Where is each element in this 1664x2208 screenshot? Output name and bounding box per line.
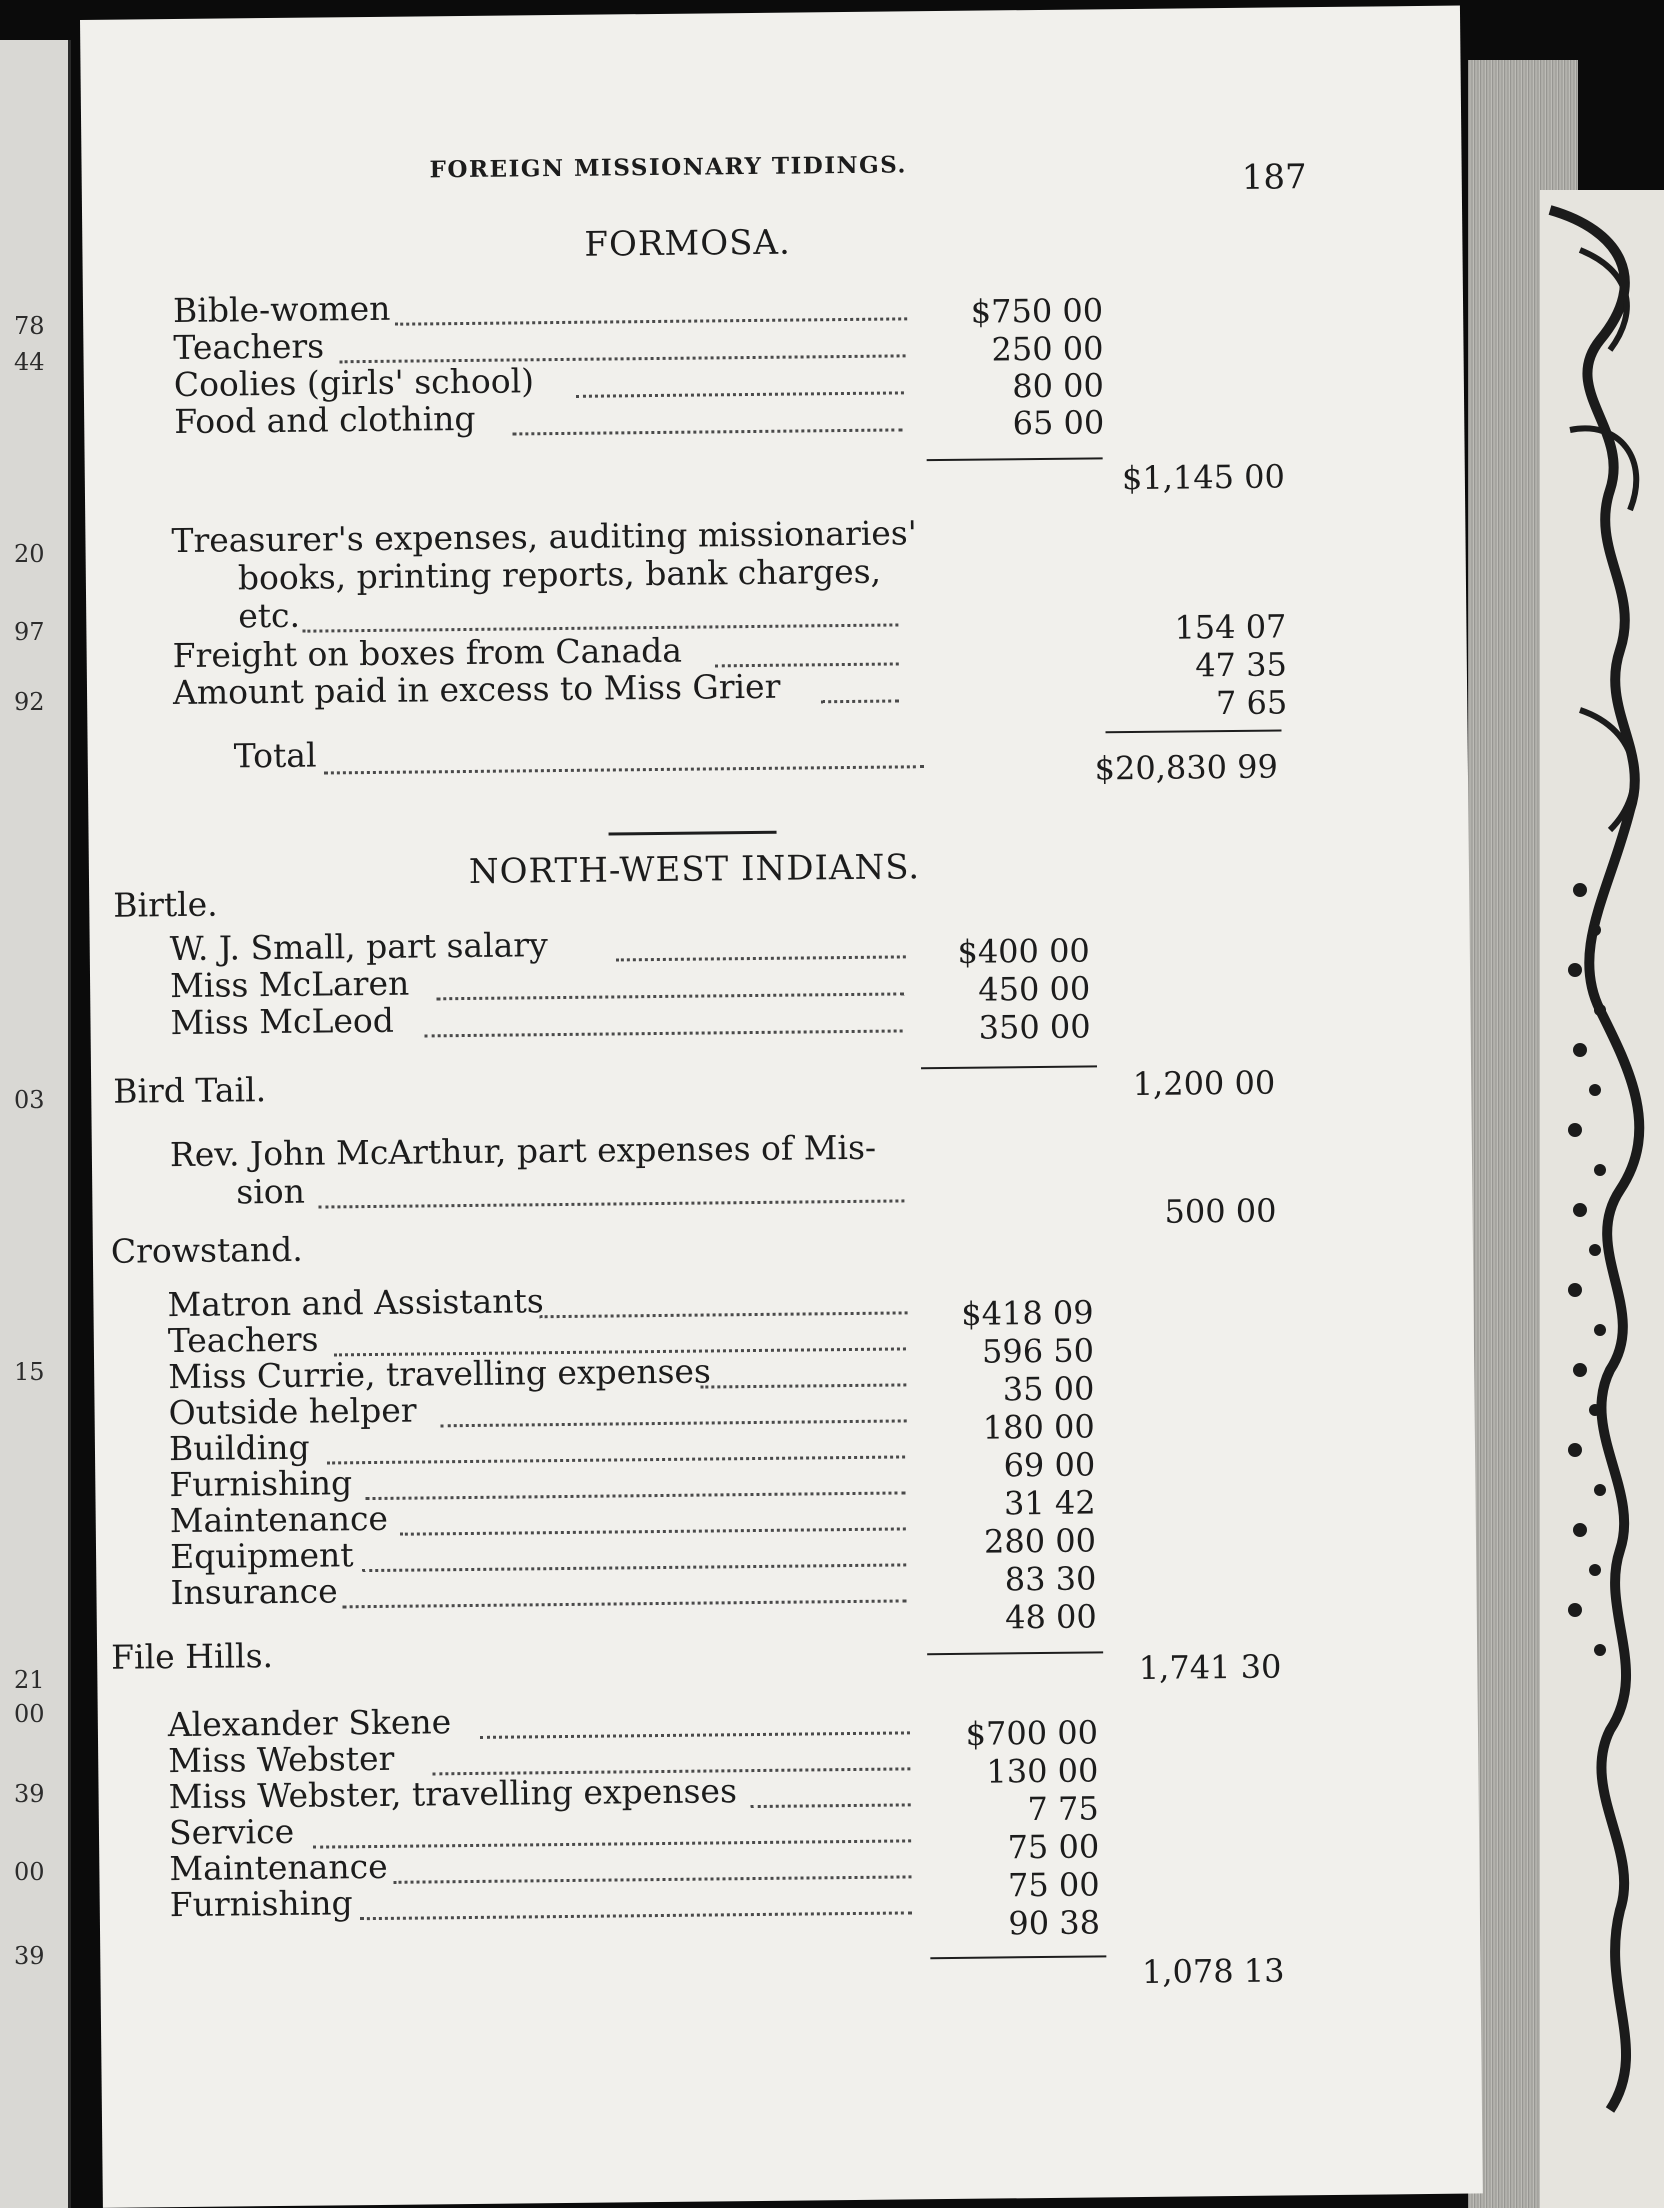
bird-tail-line: Rev. John McArthur, part expenses of Mis- <box>169 1127 877 1175</box>
formosa-item-label: Teachers <box>173 326 325 368</box>
file-hills-item-amount: 130 00 <box>986 1751 1099 1791</box>
formosa-item-amount: 80 00 <box>1012 366 1105 406</box>
subtotal-rule <box>927 457 1103 461</box>
crowstand-item-amount: 69 00 <box>1003 1445 1096 1485</box>
prev-page-fragment: 15 <box>14 1358 45 1386</box>
crowstand-item-label: Maintenance <box>169 1498 389 1541</box>
file-hills-item-amount: 75 00 <box>1007 1865 1100 1905</box>
crowstand-item-label: Matron and Assistants <box>167 1281 544 1325</box>
crowstand-item-amount: $418 09 <box>961 1293 1094 1333</box>
crowstand-item-label: Miss Currie, travelling expenses <box>168 1351 712 1397</box>
file-hills-subtotal: 1,078 13 <box>1141 1951 1285 1991</box>
page-number: 187 <box>1241 157 1307 198</box>
subtotal-rule <box>930 1955 1106 1959</box>
excess-payment-amount: 7 65 <box>1215 683 1288 723</box>
formosa-item-label: Bible-women <box>172 288 391 331</box>
previous-page-edge <box>0 40 71 2208</box>
file-hills-item-label: Miss Webster, travelling expenses <box>168 1771 738 1817</box>
freight-amount: 47 35 <box>1195 645 1288 685</box>
prev-page-fragment: 20 <box>14 540 45 568</box>
crowstand-item-label: Equipment <box>169 1535 354 1577</box>
crowstand-item-label: Outside helper <box>168 1390 417 1433</box>
running-head: FOREIGN MISSIONARY TIDINGS. <box>429 151 908 184</box>
prev-page-fragment: 92 <box>14 688 45 716</box>
section-divider <box>609 831 777 836</box>
section-heading-north-west-indians: NORTH-WEST INDIANS. <box>468 847 921 892</box>
subtotal-rule <box>921 1065 1097 1069</box>
treasurer-expenses-line: Treasurer's expenses, auditing missionaries' <box>171 513 918 561</box>
bird-tail-amount: 500 00 <box>1164 1191 1277 1231</box>
crowstand-item-amount: 280 00 <box>983 1521 1097 1561</box>
birtle-item-amount: 350 00 <box>978 1007 1091 1047</box>
crowstand-item-amount: 31 42 <box>1003 1483 1096 1523</box>
prev-page-fragment: 44 <box>14 348 45 376</box>
crowstand-item-amount: 48 00 <box>1004 1597 1097 1637</box>
formosa-item-amount: 65 00 <box>1012 403 1105 443</box>
file-hills-item-amount: 75 00 <box>1007 1827 1100 1867</box>
file-hills-item-label: Service <box>168 1811 295 1853</box>
crowstand-item-amount: 180 00 <box>982 1407 1095 1447</box>
file-hills-item-label: Alexander Skene <box>167 1702 452 1745</box>
crowstand-item-label: Insurance <box>170 1571 338 1613</box>
book-page <box>80 6 1483 2208</box>
prev-page-fragment: 00 <box>14 1858 45 1886</box>
file-hills-item-amount: $700 00 <box>965 1713 1099 1753</box>
birtle-item-label: W. J. Small, part salary <box>169 925 548 969</box>
treasurer-expenses-line: etc. <box>238 595 301 636</box>
scroll-ornament-icon <box>1540 190 1664 2208</box>
mission-name-bird-tail: Bird Tail. <box>113 1070 267 1111</box>
prev-page-fragment: 03 <box>14 1086 45 1114</box>
prev-page-fragment: 97 <box>14 618 45 646</box>
formosa-subtotal: $1,145 00 <box>1121 457 1286 498</box>
mission-name-crowstand: Crowstand. <box>110 1229 303 1271</box>
freight-label: Freight on boxes from Canada <box>172 630 683 676</box>
section-heading-formosa: FORMOSA. <box>584 222 791 265</box>
formosa-total-amount: $20,830 99 <box>1094 747 1279 788</box>
prev-page-fragment: 21 <box>14 1666 45 1694</box>
excess-payment-label: Amount paid in excess to Miss Grier <box>172 666 781 713</box>
mission-name-file-hills: File Hills. <box>110 1636 274 1677</box>
decorative-cover-ornament <box>1540 190 1664 2208</box>
birtle-item-amount: 450 00 <box>978 969 1091 1009</box>
formosa-item-amount: 250 00 <box>991 329 1104 369</box>
crowstand-item-amount: 83 30 <box>1004 1559 1097 1599</box>
formosa-item-label: Coolies (girls' school) <box>173 361 535 405</box>
prev-page-fragment: 39 <box>14 1780 45 1808</box>
total-rule <box>1106 729 1282 733</box>
file-hills-item-label: Miss Webster <box>168 1738 395 1781</box>
file-hills-item-label: Furnishing <box>169 1883 353 1925</box>
formosa-item-label: Food and clothing <box>174 398 476 442</box>
mission-name-birtle: Birtle. <box>113 884 218 925</box>
formosa-item-amount: $750 00 <box>970 291 1104 331</box>
birtle-item-label: Miss McLeod <box>170 1000 395 1043</box>
crowstand-item-label: Teachers <box>167 1319 319 1361</box>
crowstand-item-amount: 35 00 <box>1002 1369 1095 1409</box>
crowstand-item-label: Furnishing <box>169 1463 353 1505</box>
birtle-subtotal: 1,200 00 <box>1132 1063 1276 1104</box>
file-hills-item-label: Maintenance <box>169 1846 388 1889</box>
crowstand-item-amount: 596 50 <box>981 1331 1095 1371</box>
treasurer-expenses-line: books, printing reports, bank charges, <box>237 551 882 598</box>
file-hills-item-amount: 7 75 <box>1027 1789 1099 1829</box>
crowstand-item-label: Building <box>168 1427 310 1469</box>
bird-tail-line: sion <box>236 1171 306 1212</box>
total-label: Total <box>233 735 317 776</box>
prev-page-fragment: 39 <box>14 1942 45 1970</box>
birtle-item-label: Miss McLaren <box>169 963 410 1006</box>
file-hills-item-amount: 90 38 <box>1008 1903 1101 1943</box>
subtotal-rule <box>927 1651 1103 1655</box>
prev-page-fragment: 00 <box>14 1700 45 1728</box>
crowstand-subtotal: 1,741 30 <box>1138 1647 1282 1688</box>
birtle-item-amount: $400 00 <box>957 931 1090 971</box>
treasurer-expenses-amount: 154 07 <box>1174 607 1287 647</box>
prev-page-fragment: 78 <box>14 312 45 340</box>
